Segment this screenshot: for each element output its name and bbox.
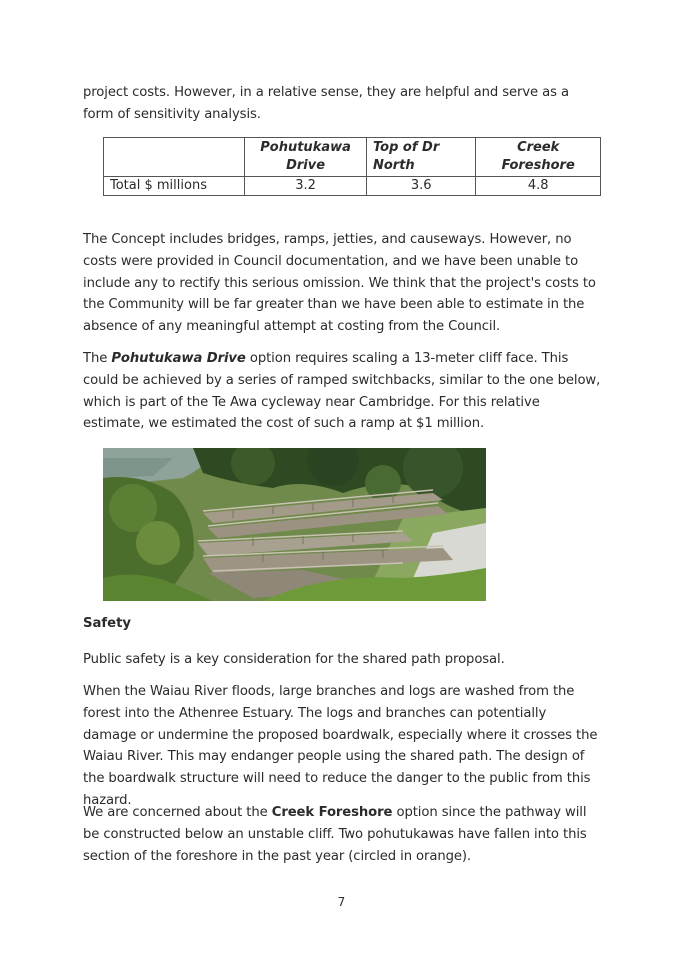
table-header-cell: Pohutukawa Drive (245, 138, 367, 177)
table-cell: Total $ millions (104, 177, 245, 196)
emphasis-creek-foreshore: Creek Foreshore (271, 805, 393, 820)
table-header-cell: Top of Dr North (366, 138, 475, 177)
table-row (104, 177, 601, 196)
boardwalk-ramp-photo (103, 448, 486, 601)
emphasis-pohutukawa-drive: Pohutukawa Drive (111, 351, 246, 366)
cost-table (103, 137, 601, 196)
paragraph-floods: When the Waiau River floods, large branches and logs are washed from the forest into the Athenree Estuary. The logs and branches can potentially damage or undermine the proposed boardwalk, especially where it crosses the Waiau River. This may endanger people using the shared path. The design of the boardwalk structure will need to reduce the danger to the public from this hazard. (83, 684, 598, 808)
table-header-cell: Creek Foreshore (476, 138, 601, 177)
paragraph-concept: The Concept includes bridges, ramps, jetties, and causeways. However, no costs were provided in Council documentation, and we have been unable to include any to rectify this serious omission. We think that the project's costs to the Community will be far greater than we have been able to estimate in the absence of any meaningful attempt at costing from the Council. (83, 232, 596, 335)
text-span: We are concerned about the (83, 805, 272, 820)
paragraph-sensitivity: project costs. However, in a relative sense, they are helpful and serve as a form of sensitivity analysis. (83, 85, 569, 122)
section-heading-safety: Safety (83, 616, 131, 631)
page-number: 7 (337, 895, 346, 909)
paragraph-creek-foreshore (83, 802, 603, 867)
paragraph-safety-intro: Public safety is a key consideration for the shared path proposal. (83, 652, 505, 667)
table-cell: 4.8 (476, 177, 601, 196)
paragraph-pohutukawa (83, 348, 603, 435)
table-cell: 3.6 (366, 177, 475, 196)
table-header-cell (104, 138, 245, 177)
text-span: option since the pathway will be constructed below an unstable cliff. Two pohutukawas have fallen into this section of the foreshore in the past year (circled in orange). (83, 805, 587, 864)
text-span: option requires scaling a 13-meter cliff face. This could be achieved by a series of ramped switchbacks, similar to the one below, which is part of the Te Awa cycleway near Cambridge. For this relative estimate, we estimated the cost of such a ramp at $1 million. (83, 351, 601, 432)
text-span: The (83, 351, 112, 366)
table-cell: 3.2 (245, 177, 367, 196)
table-header-row (104, 138, 601, 177)
